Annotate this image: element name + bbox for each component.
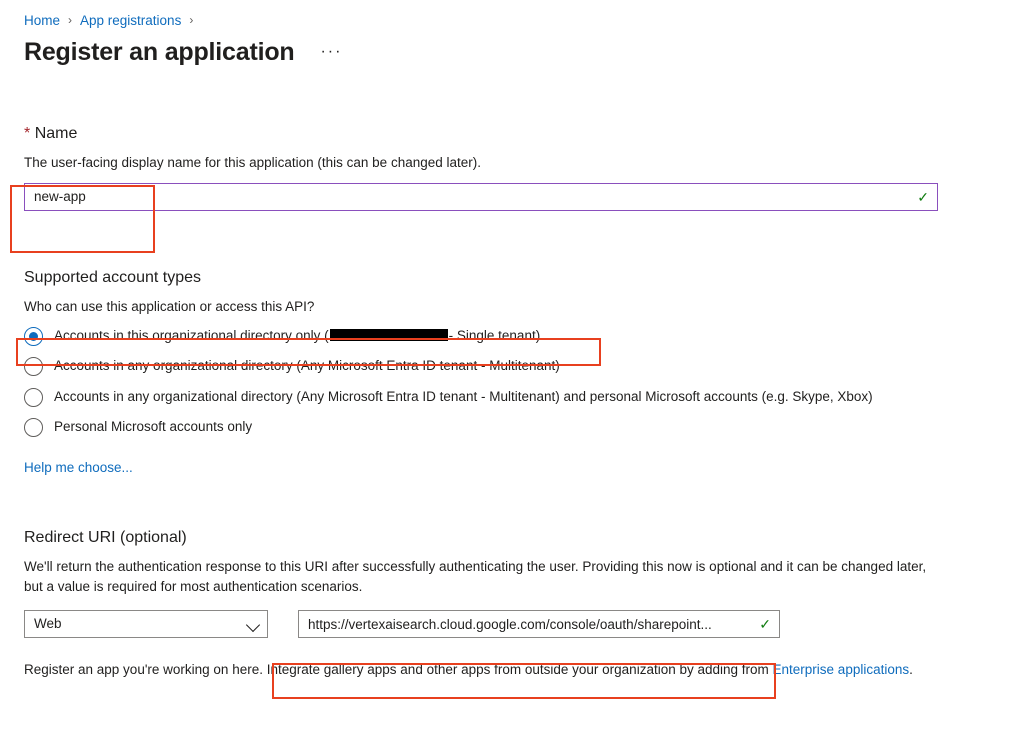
- help-me-choose-row: [24, 459, 989, 477]
- radio-button-single-tenant[interactable]: [24, 327, 43, 346]
- redacted-tenant-name: [330, 329, 448, 341]
- redirect-uri-valid-check-icon: ✓: [759, 616, 771, 633]
- redirect-uri-input[interactable]: [298, 610, 780, 638]
- radio-label-personal-only: Personal Microsoft accounts only: [54, 418, 253, 434]
- breadcrumb-item-app-registrations[interactable]: App registrations: [80, 12, 182, 28]
- more-options-button[interactable]: ···: [320, 43, 343, 60]
- name-label: [24, 125, 989, 143]
- radio-option-multitenant[interactable]: [24, 356, 989, 376]
- footer-note: [24, 660, 989, 680]
- platform-select-wrap: [24, 610, 268, 638]
- radio-button-multitenant[interactable]: [24, 357, 43, 376]
- footer-note-text-after: .: [909, 662, 913, 678]
- footer-note-text-before: Register an app you're working on here. Integrate gallery apps and other apps from outside your organization by adding from: [24, 662, 773, 678]
- breadcrumb-separator-icon: ›: [68, 13, 73, 27]
- radio-option-personal-only[interactable]: [24, 417, 989, 437]
- account-types-heading: Supported account types: [24, 268, 202, 286]
- redirect-uri-description: We'll return the authentication response to this URI after successfully authenticating the user. Providing this now is optional and it can be changed later, but a value is required for most authentication scenarios.: [24, 559, 927, 594]
- redirect-uri-heading: Redirect URI (optional): [24, 529, 187, 547]
- radio-label-single-tenant-suffix: - Single tenant): [448, 328, 541, 344]
- redirect-uri-row: [24, 610, 989, 638]
- breadcrumb: [24, 10, 989, 30]
- name-input[interactable]: [24, 183, 938, 211]
- name-label-text: Name: [34, 125, 78, 142]
- name-section: [24, 125, 989, 211]
- radio-option-multitenant-personal[interactable]: [24, 387, 989, 407]
- account-types-question: Who can use this application or access this API?: [24, 298, 315, 314]
- radio-button-personal-only[interactable]: [24, 418, 43, 437]
- radio-label-single-tenant: [54, 326, 540, 346]
- supported-account-types-section: [24, 269, 989, 478]
- breadcrumb-separator-icon-2: ›: [189, 13, 194, 27]
- radio-button-multitenant-personal[interactable]: [24, 388, 43, 407]
- redirect-uri-section: [24, 529, 989, 638]
- required-marker: *: [24, 125, 31, 142]
- title-row: [24, 38, 989, 67]
- radio-label-multitenant-personal: Accounts in any organizational directory (Any Microsoft Entra ID tenant - Multitenant) and personal Microsoft accounts (e.g. Skype, Xbox): [54, 388, 873, 404]
- name-valid-check-icon: ✓: [917, 188, 929, 205]
- redirect-uri-input-wrap: [268, 610, 780, 638]
- radio-label-multitenant: Accounts in any organizational directory (Any Microsoft Entra ID tenant - Multitenant): [54, 358, 560, 374]
- account-types-radio-group: [24, 326, 989, 437]
- name-input-wrap: [24, 183, 938, 211]
- enterprise-applications-link[interactable]: Enterprise applications: [772, 662, 910, 678]
- name-description: The user-facing display name for this application (this can be changed later).: [24, 155, 481, 170]
- breadcrumb-item-home[interactable]: Home: [24, 12, 61, 28]
- radio-label-single-tenant-prefix: Accounts in this organizational directory only (: [54, 328, 329, 344]
- platform-select[interactable]: Web: [24, 610, 268, 638]
- radio-option-single-tenant[interactable]: [24, 326, 989, 346]
- page-title: Register an application: [24, 38, 295, 66]
- help-me-choose-link[interactable]: Help me choose...: [24, 460, 133, 476]
